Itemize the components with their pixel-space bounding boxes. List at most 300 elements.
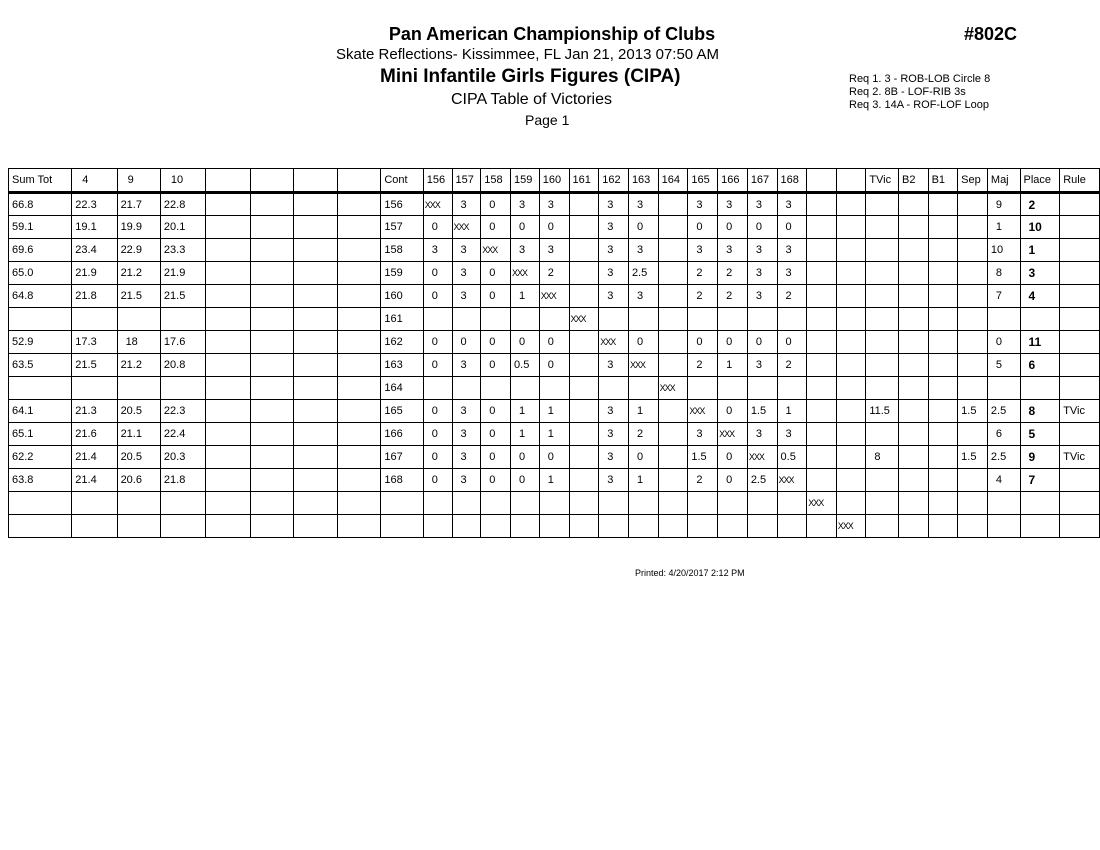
table-cell	[1060, 377, 1100, 400]
table-cell	[928, 239, 958, 262]
table-cell	[250, 262, 294, 285]
table-cell	[481, 515, 511, 538]
table-cell: 163	[381, 354, 423, 377]
table-cell	[958, 239, 988, 262]
table-cell	[294, 400, 338, 423]
table-cell: 21.2	[117, 262, 160, 285]
table-cell: 0	[423, 354, 452, 377]
table-cell: 3	[599, 239, 629, 262]
table-cell	[747, 308, 777, 331]
table-cell	[511, 492, 540, 515]
table-cell	[452, 377, 481, 400]
table-cell: 10	[987, 239, 1020, 262]
table-cell	[294, 308, 338, 331]
table-cell: 21.5	[72, 354, 117, 377]
table-cell	[807, 216, 837, 239]
column-header: 159	[511, 169, 540, 193]
table-cell	[569, 423, 599, 446]
table-cell	[987, 308, 1020, 331]
report-title	[0, 24, 1100, 45]
table-cell: 3	[599, 469, 629, 492]
place-cell: 7	[1020, 469, 1060, 492]
table-cell	[423, 492, 452, 515]
venue-date: Skate Reflections- Kissimmee, FL Jan 21, 2013 07:50 AM	[336, 46, 719, 63]
table-cell	[747, 377, 777, 400]
table-cell	[294, 354, 338, 377]
place-cell: 5	[1020, 423, 1060, 446]
table-row	[9, 400, 1100, 423]
table-cell: 9	[987, 193, 1020, 216]
table-cell: 64.1	[9, 400, 72, 423]
table-cell	[958, 469, 988, 492]
column-header: 161	[569, 169, 599, 193]
table-cell	[250, 308, 294, 331]
table-cell	[899, 400, 929, 423]
table-cell	[836, 216, 866, 239]
table-cell	[866, 216, 899, 239]
table-cell	[294, 285, 338, 308]
table-row	[9, 515, 1100, 538]
table-cell: 3	[688, 193, 718, 216]
table-cell	[1060, 308, 1100, 331]
table-cell: 69.6	[9, 239, 72, 262]
table-cell	[807, 515, 837, 538]
table-cell	[569, 400, 599, 423]
table-cell	[958, 331, 988, 354]
table-row	[9, 308, 1100, 331]
table-cell: 1.5	[688, 446, 718, 469]
table-cell	[337, 239, 381, 262]
table-cell: 2	[539, 262, 569, 285]
table-cell: 21.1	[117, 423, 160, 446]
table-cell	[866, 377, 899, 400]
table-cell: 3	[452, 193, 481, 216]
table-cell	[1060, 331, 1100, 354]
table-cell	[836, 446, 866, 469]
table-cell: 161	[381, 308, 423, 331]
table-cell	[9, 515, 72, 538]
table-cell	[294, 423, 338, 446]
place-cell: 8	[1020, 400, 1060, 423]
column-header: 158	[481, 169, 511, 193]
column-header: 160	[539, 169, 569, 193]
table-cell	[117, 308, 160, 331]
table-cell: 0	[423, 400, 452, 423]
table-cell: 3	[511, 193, 540, 216]
table-cell: 2	[718, 262, 748, 285]
table-cell: 157	[381, 216, 423, 239]
table-cell	[294, 446, 338, 469]
table-cell: 21.2	[117, 354, 160, 377]
table-cell: 0.5	[511, 354, 540, 377]
table-cell	[688, 377, 718, 400]
table-cell: 0	[423, 285, 452, 308]
table-cell	[718, 308, 748, 331]
table-cell	[866, 354, 899, 377]
table-cell	[807, 239, 837, 262]
table-cell: 3	[688, 239, 718, 262]
table-cell: 22.8	[160, 193, 205, 216]
table-cell: 3	[452, 446, 481, 469]
table-cell	[866, 469, 899, 492]
table-cell	[539, 515, 569, 538]
table-cell	[658, 262, 688, 285]
table-cell: 0	[987, 331, 1020, 354]
self-cell-marker: XXX	[569, 308, 599, 331]
table-cell: 158	[381, 239, 423, 262]
table-cell: 3	[777, 423, 807, 446]
table-cell	[899, 423, 929, 446]
table-cell: 3	[599, 216, 629, 239]
column-header: TVic	[866, 169, 899, 193]
table-cell	[928, 216, 958, 239]
table-cell: 3	[599, 354, 629, 377]
table-cell: 0	[628, 216, 658, 239]
table-cell: 0	[511, 469, 540, 492]
table-cell	[928, 193, 958, 216]
table-cell	[928, 515, 958, 538]
table-cell	[294, 193, 338, 216]
table-cell	[836, 331, 866, 354]
table-cell	[718, 515, 748, 538]
table-row	[9, 354, 1100, 377]
table-cell	[807, 193, 837, 216]
column-header	[836, 169, 866, 193]
table-cell: 3	[452, 354, 481, 377]
requirement-3: Req 3. 14A - ROF-LOF Loop	[849, 99, 990, 111]
table-cell: 21.6	[72, 423, 117, 446]
table-cell	[337, 331, 381, 354]
table-cell	[899, 354, 929, 377]
table-cell: 1	[511, 423, 540, 446]
table-cell	[294, 331, 338, 354]
place-cell: 4	[1020, 285, 1060, 308]
table-cell	[836, 193, 866, 216]
table-cell: 17.3	[72, 331, 117, 354]
place-cell: 2	[1020, 193, 1060, 216]
table-cell: 0	[628, 446, 658, 469]
table-cell: 3	[747, 262, 777, 285]
table-cell	[928, 400, 958, 423]
table-cell: 165	[381, 400, 423, 423]
table-cell	[452, 308, 481, 331]
table-cell	[807, 400, 837, 423]
table-cell	[987, 515, 1020, 538]
table-cell	[628, 515, 658, 538]
table-cell	[866, 515, 899, 538]
table-cell	[381, 492, 423, 515]
column-header: 168	[777, 169, 807, 193]
table-cell	[836, 469, 866, 492]
table-cell: 8	[987, 262, 1020, 285]
table-cell	[928, 446, 958, 469]
table-cell: 3	[688, 423, 718, 446]
table-cell	[928, 492, 958, 515]
table-cell: 168	[381, 469, 423, 492]
table-cell	[337, 216, 381, 239]
table-cell: 0	[481, 446, 511, 469]
column-header	[206, 169, 251, 193]
table-cell	[250, 423, 294, 446]
table-cell: 0	[481, 469, 511, 492]
table-cell	[1060, 262, 1100, 285]
table-cell	[807, 354, 837, 377]
self-cell-marker: XXX	[539, 285, 569, 308]
table-cell	[747, 492, 777, 515]
table-row	[9, 262, 1100, 285]
table-cell: 3	[747, 285, 777, 308]
table-cell	[807, 469, 837, 492]
table-cell	[899, 377, 929, 400]
table-cell: 2.5	[987, 400, 1020, 423]
table-cell	[160, 515, 205, 538]
table-cell	[658, 216, 688, 239]
self-cell-marker: XXX	[658, 377, 688, 400]
table-cell	[807, 331, 837, 354]
table-cell	[866, 331, 899, 354]
table-cell: 20.8	[160, 354, 205, 377]
table-cell: 0	[777, 216, 807, 239]
table-cell	[511, 515, 540, 538]
table-cell	[1060, 469, 1100, 492]
table-cell	[539, 377, 569, 400]
self-cell-marker: XXX	[747, 446, 777, 469]
table-cell	[658, 469, 688, 492]
table-cell	[599, 515, 629, 538]
table-cell: 3	[777, 193, 807, 216]
place-cell: 1	[1020, 239, 1060, 262]
table-cell	[807, 446, 837, 469]
table-cell: 0	[718, 331, 748, 354]
table-cell	[777, 377, 807, 400]
table-cell: 2	[688, 354, 718, 377]
table-row	[9, 377, 1100, 400]
table-cell: 0	[511, 446, 540, 469]
table-cell	[117, 492, 160, 515]
table-cell	[928, 377, 958, 400]
table-cell: 52.9	[9, 331, 72, 354]
table-cell: 1	[777, 400, 807, 423]
requirement-1: Req 1. 3 - ROB-LOB Circle 8	[849, 73, 991, 85]
table-cell	[866, 193, 899, 216]
table-cell	[294, 377, 338, 400]
table-cell: 20.1	[160, 216, 205, 239]
place-cell: 10	[1020, 216, 1060, 239]
table-cell	[206, 193, 251, 216]
table-cell	[1060, 239, 1100, 262]
table-cell: 3	[599, 400, 629, 423]
table-cell	[658, 446, 688, 469]
table-cell	[1060, 354, 1100, 377]
table-cell: 3	[599, 285, 629, 308]
table-cell	[628, 492, 658, 515]
table-cell	[658, 239, 688, 262]
event-number: #802C	[964, 24, 1018, 44]
table-cell: 0	[718, 216, 748, 239]
table-cell	[928, 308, 958, 331]
table-cell	[511, 308, 540, 331]
table-cell: 3	[747, 239, 777, 262]
table-cell: 0	[747, 216, 777, 239]
table-cell	[381, 515, 423, 538]
table-cell: 2	[718, 285, 748, 308]
table-cell: 0.5	[777, 446, 807, 469]
table-cell: 0	[718, 469, 748, 492]
table-cell: 2	[688, 262, 718, 285]
table-cell: 20.5	[117, 400, 160, 423]
table-cell	[423, 377, 452, 400]
table-row	[9, 331, 1100, 354]
table-cell	[807, 308, 837, 331]
table-cell	[337, 400, 381, 423]
table-cell	[569, 492, 599, 515]
table-cell: 0	[481, 193, 511, 216]
table-cell	[160, 492, 205, 515]
column-header: 9	[117, 169, 160, 193]
table-cell	[337, 446, 381, 469]
table-cell	[658, 354, 688, 377]
self-cell-marker: XXX	[481, 239, 511, 262]
table-cell: 20.3	[160, 446, 205, 469]
column-header: 165	[688, 169, 718, 193]
table-cell	[899, 446, 929, 469]
column-header: 4	[72, 169, 117, 193]
table-row	[9, 285, 1100, 308]
report-title-text: Pan American Championship of Clubs	[388, 24, 716, 44]
table-cell: 3	[452, 400, 481, 423]
table-cell	[958, 492, 988, 515]
table-cell	[72, 515, 117, 538]
table-cell: 0	[423, 331, 452, 354]
table-cell: TVic	[1060, 400, 1100, 423]
table-cell	[928, 262, 958, 285]
table-cell: 65.0	[9, 262, 72, 285]
table-cell	[718, 377, 748, 400]
table-cell	[1060, 193, 1100, 216]
table-cell	[206, 262, 251, 285]
table-cell	[688, 515, 718, 538]
column-header: B1	[928, 169, 958, 193]
table-cell	[337, 469, 381, 492]
table-cell	[777, 308, 807, 331]
table-cell: 164	[381, 377, 423, 400]
table-cell	[250, 515, 294, 538]
column-header: Place	[1020, 169, 1060, 193]
table-cell: 0	[688, 216, 718, 239]
table-title: CIPA Table of Victories	[451, 91, 612, 108]
table-cell: 20.6	[117, 469, 160, 492]
table-cell: 11.5	[866, 400, 899, 423]
place-cell	[1020, 515, 1060, 538]
table-cell: 23.3	[160, 239, 205, 262]
table-cell: 0	[511, 331, 540, 354]
table-cell	[206, 216, 251, 239]
table-cell: 1	[539, 400, 569, 423]
table-cell: 21.4	[72, 469, 117, 492]
table-cell: 1	[511, 285, 540, 308]
table-cell	[569, 331, 599, 354]
table-row	[9, 423, 1100, 446]
table-cell	[206, 285, 251, 308]
table-cell	[569, 377, 599, 400]
column-header: B2	[899, 169, 929, 193]
table-cell	[569, 285, 599, 308]
table-cell: 3	[718, 239, 748, 262]
column-header: 162	[599, 169, 629, 193]
table-cell	[337, 515, 381, 538]
table-cell	[658, 331, 688, 354]
table-cell: 0	[423, 446, 452, 469]
table-cell	[958, 354, 988, 377]
table-cell	[452, 515, 481, 538]
table-cell	[511, 377, 540, 400]
table-cell: 21.9	[72, 262, 117, 285]
table-cell: 3	[452, 469, 481, 492]
table-cell	[958, 423, 988, 446]
table-cell	[569, 354, 599, 377]
table-cell: 162	[381, 331, 423, 354]
table-cell: 23.4	[72, 239, 117, 262]
table-row	[9, 193, 1100, 216]
table-cell: 1	[539, 423, 569, 446]
table-cell: 0	[481, 331, 511, 354]
table-cell	[250, 239, 294, 262]
place-cell: 9	[1020, 446, 1060, 469]
table-cell	[899, 239, 929, 262]
page-number: Page 1	[525, 112, 570, 128]
table-cell: 17.6	[160, 331, 205, 354]
table-cell	[337, 423, 381, 446]
table-cell: 0	[481, 216, 511, 239]
table-cell: 21.8	[160, 469, 205, 492]
table-cell: 1.5	[958, 400, 988, 423]
column-header: Sum Tot	[9, 169, 72, 193]
table-cell	[987, 377, 1020, 400]
table-row	[9, 446, 1100, 469]
table-cell	[928, 469, 958, 492]
table-cell: 21.5	[160, 285, 205, 308]
table-cell: 3	[747, 423, 777, 446]
table-cell	[599, 308, 629, 331]
table-cell	[206, 308, 251, 331]
table-cell: 1	[628, 469, 658, 492]
table-cell: 22.4	[160, 423, 205, 446]
column-header: 157	[452, 169, 481, 193]
table-cell: 20.5	[117, 446, 160, 469]
table-cell: 159	[381, 262, 423, 285]
table-cell	[206, 492, 251, 515]
table-cell	[569, 262, 599, 285]
table-cell	[899, 331, 929, 354]
table-cell	[836, 308, 866, 331]
table-cell: 156	[381, 193, 423, 216]
table-cell	[569, 193, 599, 216]
table-cell	[206, 377, 251, 400]
table-cell: 3	[423, 239, 452, 262]
table-cell	[294, 239, 338, 262]
column-header: Maj	[987, 169, 1020, 193]
self-cell-marker: XXX	[777, 469, 807, 492]
table-row	[9, 216, 1100, 239]
column-header: 10	[160, 169, 205, 193]
table-cell	[658, 423, 688, 446]
table-cell	[599, 492, 629, 515]
table-cell: 0	[539, 354, 569, 377]
table-cell	[250, 492, 294, 515]
column-header: 164	[658, 169, 688, 193]
table-cell	[206, 446, 251, 469]
table-cell: 0	[481, 354, 511, 377]
